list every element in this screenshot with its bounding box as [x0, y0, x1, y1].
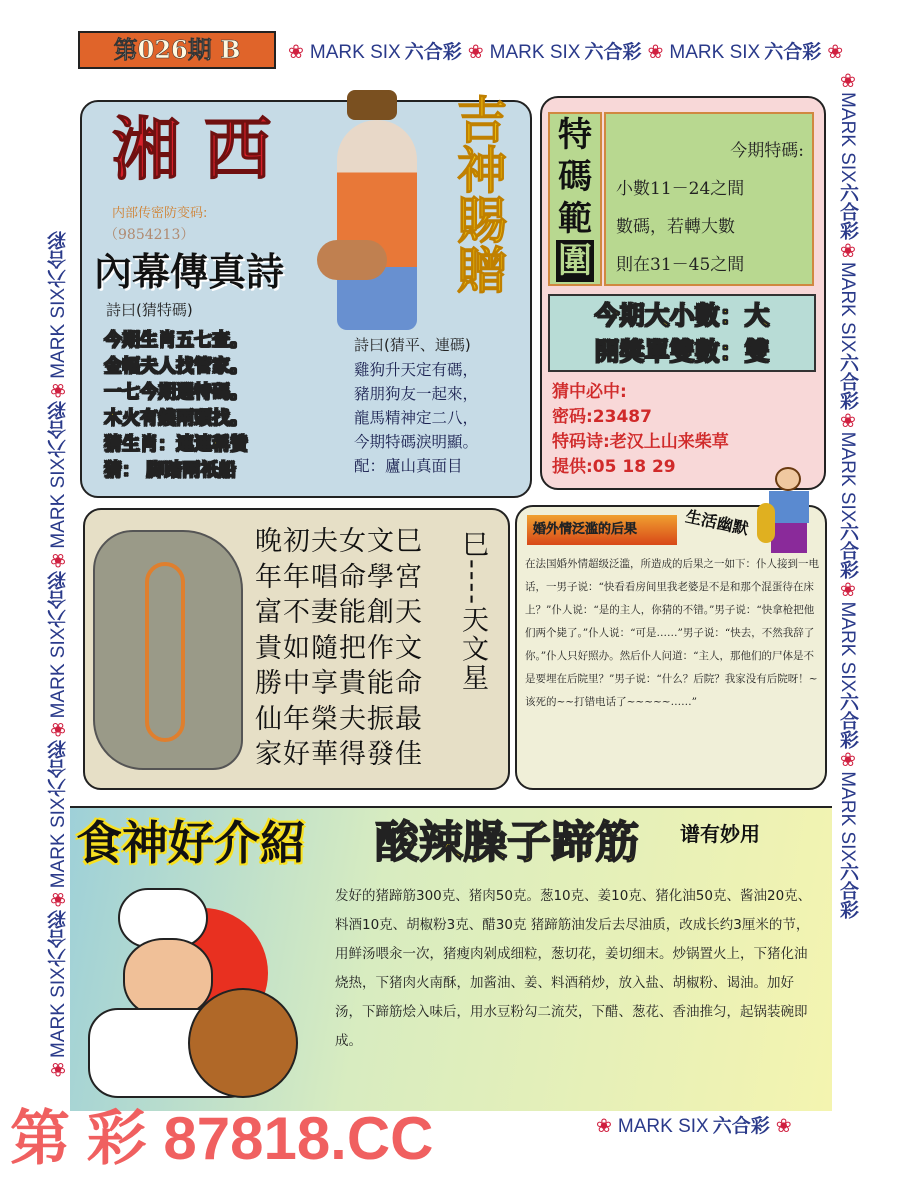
- poem-row: 晚初夫女文巳: [255, 526, 423, 557]
- band-chinese: 六合彩: [837, 862, 858, 920]
- band-chinese: 六合彩: [48, 230, 69, 288]
- side-char: 範: [558, 199, 592, 239]
- poem-line: 豬朋狗友一起來，: [354, 385, 479, 403]
- dish-subtitle: 谱有妙用: [680, 822, 760, 846]
- band-latin: MARK SIX: [669, 42, 761, 63]
- poem-row: 勝中享貴能命: [255, 668, 423, 699]
- left-heading: 詩曰(猜特碼): [106, 301, 193, 319]
- poem-line: 一七今期選特碼。: [104, 382, 248, 403]
- recipe-text: 发好的猪蹄筋300克、猪肉50克。葱10克、姜10克、猪化油50克、酱油20克、料酒10克、胡椒粉3克、醋30克 猪蹄筋油发后去尽油质，改成长约3厘米的节，用鲜汤喂汆一次，猪瘦肉剁成细粒，葱切花，姜切细末。炒锅置火上，下猪化油烧热，下猪肉火南酥，加酱油、姜、料酒稍炒，放入盐、胡椒粉、谒油。加好汤，下蹄筋烩入味后，用水豆粉勾二流芡，下醋、葱花、香油推匀，起锅装碗即成。: [335, 888, 812, 1049]
- band-latin: MARK SIX: [837, 431, 858, 523]
- band-latin: MARK SIX: [48, 797, 69, 889]
- range-box: [604, 112, 814, 286]
- flower-icon: ❀: [827, 42, 844, 63]
- flower-icon: ❀: [48, 718, 69, 741]
- info-lines: [552, 380, 729, 480]
- story-tag: 生活幽默: [683, 506, 751, 539]
- flower-icon: ❀: [837, 749, 858, 772]
- flower-icon: ❀: [596, 1116, 612, 1137]
- info-line: 提供:05 18 29: [552, 457, 676, 477]
- band-latin: MARK SIX: [837, 92, 858, 183]
- poem-row: 富不妻能創天: [255, 597, 423, 628]
- panel-title: 湘 西: [112, 110, 272, 190]
- poem-line: 今期特碼淚明顯。: [354, 433, 479, 451]
- range-line: 則在31－45之間: [616, 255, 745, 275]
- size-line: 今期大小數：大: [594, 301, 770, 330]
- border-top: [282, 40, 860, 66]
- flower-icon: ❀: [48, 1058, 69, 1080]
- poem-panel: [83, 508, 510, 790]
- saxophonist-illustration: [757, 467, 821, 553]
- issue-tag: 第026期 B: [78, 31, 276, 69]
- band-chinese: 六合彩: [837, 692, 858, 750]
- banner-vertical: 吉神賜贈: [449, 94, 507, 294]
- band-chinese: 六合彩: [48, 740, 69, 798]
- flower-icon: ❀: [837, 409, 858, 432]
- band-latin: MARK SIX: [617, 1116, 709, 1137]
- right-poem: [354, 358, 478, 478]
- side-char: 特: [558, 115, 592, 155]
- story-title: 婚外情泛滥的后果: [527, 515, 677, 545]
- chef-illustration: [78, 878, 318, 1103]
- code-label: 内部传密防变码:: [112, 206, 208, 221]
- info-line: 密码:23487: [552, 407, 652, 427]
- special-number-panel: [540, 96, 826, 490]
- band-latin: MARK SIX: [489, 42, 581, 63]
- info-line: 特码诗:老汉上山来柴草: [552, 432, 729, 452]
- range-line: 數碼，若轉大數: [616, 217, 735, 237]
- recipe-heading: 食神好介紹: [76, 816, 306, 870]
- flower-icon: ❀: [48, 378, 69, 401]
- flower-icon: ❀: [288, 42, 304, 63]
- humor-panel: [515, 505, 827, 790]
- poem-row: 家好華得發佳: [255, 739, 423, 770]
- right-heading: 詩曰(猜平、連碼): [354, 336, 471, 354]
- border-left: [46, 70, 72, 1080]
- band-chinese: 六合彩: [837, 182, 858, 240]
- band-chinese: 六合彩: [48, 910, 69, 968]
- poem-line: 猜生肖：連連稱贊: [104, 434, 248, 455]
- flower-icon: ❀: [837, 239, 858, 262]
- poem-line: 金幅夫人找管家。: [104, 356, 248, 377]
- border-bottom: [590, 1114, 860, 1140]
- xiangxi-panel: [80, 94, 532, 498]
- poem-line: 龍馬精神定二八，: [354, 409, 479, 427]
- band-latin: MARK SIX: [309, 42, 401, 63]
- band-chinese: 六合彩: [404, 42, 462, 63]
- poem-line: 配：廬山真面目: [354, 457, 463, 475]
- band-latin: MARK SIX: [48, 627, 69, 719]
- flower-icon: ❀: [48, 548, 69, 571]
- code-value: （9854213）: [104, 227, 195, 243]
- band-chinese: 六合彩: [712, 1116, 770, 1137]
- flower-icon: ❀: [837, 70, 858, 92]
- band-latin: MARK SIX: [48, 457, 69, 549]
- band-chinese: 六合彩: [48, 400, 69, 458]
- watermark: 第 彩 87818.CC: [10, 1105, 434, 1172]
- recipe-panel: [70, 806, 832, 1111]
- left-poem: [104, 328, 248, 484]
- poem-line: 今期生肖五七查。: [104, 330, 248, 351]
- band-chinese: 六合彩: [837, 522, 858, 580]
- poem-answer: 巳----天文星: [457, 530, 488, 693]
- range-side-label: [548, 112, 602, 286]
- band-chinese: 六合彩: [584, 42, 642, 63]
- band-latin: MARK SIX: [837, 261, 858, 353]
- flower-icon: ❀: [647, 42, 664, 63]
- poem-line: 雞狗升天定有碼，: [354, 361, 479, 379]
- band-latin: MARK SIX: [837, 601, 858, 693]
- poem-row: 貴如隨把作文: [255, 632, 423, 664]
- flower-icon: ❀: [48, 888, 69, 911]
- side-char: 圍: [558, 241, 592, 281]
- band-latin: MARK SIX: [48, 287, 69, 379]
- flower-icon: ❀: [837, 579, 858, 602]
- poem-row: 仙年榮夫振最: [255, 703, 423, 735]
- dish-name: 酸辣臊子蹄筋: [375, 817, 639, 868]
- info-line: 猜中必中:: [552, 382, 627, 402]
- stone-illustration: [93, 530, 243, 770]
- deity-illustration: [317, 90, 447, 335]
- flower-icon: ❀: [467, 42, 484, 63]
- poem-grid: [255, 524, 423, 773]
- poem-line: 猜： 脚踏兩衹船: [104, 460, 237, 481]
- story-text: 在法国婚外情超级泛滥，所造成的后果之一如下：仆人接到一电话，一男子说：“快看看房间里我老婆是不是和那个混蛋待在床上？”仆人说：“是的主人，你猜的不错。”男子说：“快拿枪把他们两个毙了。”仆人说：“可是……”男子说：“快去，不然我辞了你。”仆人只好照办。然后仆人问道：“主人，那他们的尸体是不是要埋在后院里？”男子说：“什么？后院？我家没有后院呀！~该死的~~打错电话了~~~~~……”: [525, 558, 819, 708]
- flower-icon: ❀: [775, 1116, 792, 1137]
- size-parity-box: [548, 294, 816, 372]
- range-line: 今期特碼:: [730, 141, 804, 161]
- band-chinese: 六合彩: [764, 42, 822, 63]
- poem-row: 年年唱命學宮: [255, 561, 423, 593]
- band-chinese: 六合彩: [837, 352, 858, 410]
- band-latin: MARK SIX: [48, 967, 69, 1058]
- side-char: 碼: [558, 157, 592, 197]
- parity-line: 開獎單雙數：雙: [594, 337, 770, 366]
- range-line: 小數11－24之間: [616, 179, 745, 199]
- band-chinese: 六合彩: [48, 570, 69, 628]
- border-right: [834, 70, 860, 1110]
- band-latin: MARK SIX: [837, 771, 858, 863]
- poem-title: 內幕傳真詩: [94, 250, 285, 294]
- poem-line: 木火有錢兩頭找。: [104, 408, 248, 429]
